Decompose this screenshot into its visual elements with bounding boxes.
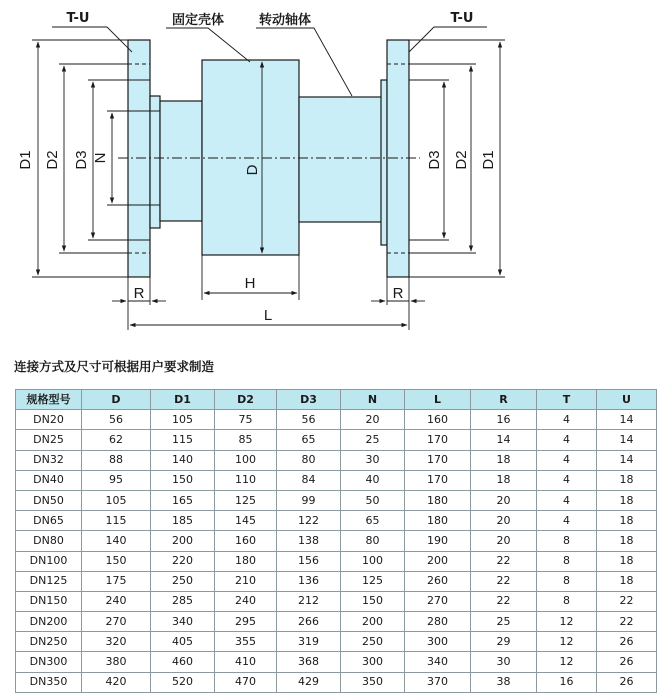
model-cell: DN100 (16, 551, 82, 571)
value-cell: 185 (151, 511, 215, 531)
column-header: D2 (215, 390, 277, 410)
model-cell: DN125 (16, 571, 82, 591)
value-cell: 14 (597, 450, 657, 470)
value-cell: 180 (215, 551, 277, 571)
dim-r-right: R (392, 285, 404, 302)
value-cell: 84 (277, 470, 341, 490)
value-cell: 300 (341, 652, 405, 672)
value-cell: 18 (597, 470, 657, 490)
model-cell: DN250 (16, 632, 82, 652)
value-cell: 410 (215, 652, 277, 672)
rotating-shaft (299, 97, 387, 222)
value-cell: 190 (405, 531, 471, 551)
column-header: R (471, 390, 537, 410)
value-cell: 25 (341, 430, 405, 450)
value-cell: 8 (537, 551, 597, 571)
dim-d1-right: D1 (480, 150, 497, 170)
value-cell: 22 (597, 591, 657, 611)
column-header: N (341, 390, 405, 410)
value-cell: 150 (341, 591, 405, 611)
value-cell: 200 (151, 531, 215, 551)
value-cell: 285 (151, 591, 215, 611)
table-row (16, 511, 657, 531)
value-cell: 140 (82, 531, 151, 551)
model-cell: DN25 (16, 430, 82, 450)
callout-rotating-shaft: 转动轴体 (258, 13, 312, 28)
value-cell: 125 (215, 490, 277, 510)
value-cell: 14 (597, 410, 657, 430)
callout-tu-left: T-U (66, 11, 90, 26)
value-cell: 470 (215, 672, 277, 692)
right-flange (387, 40, 409, 277)
value-cell: 122 (277, 511, 341, 531)
model-cell: DN150 (16, 591, 82, 611)
value-cell: 20 (471, 490, 537, 510)
value-cell: 12 (537, 632, 597, 652)
value-cell: 180 (405, 490, 471, 510)
column-header: 规格型号 (16, 390, 82, 410)
value-cell: 138 (277, 531, 341, 551)
value-cell: 14 (597, 430, 657, 450)
value-cell: 520 (151, 672, 215, 692)
value-cell: 115 (82, 511, 151, 531)
column-header: D3 (277, 390, 341, 410)
dim-d3-right: D3 (426, 150, 443, 170)
value-cell: 38 (471, 672, 537, 692)
value-cell: 136 (277, 571, 341, 591)
dim-d: D (244, 164, 261, 176)
value-cell: 145 (215, 511, 277, 531)
value-cell: 220 (151, 551, 215, 571)
value-cell: 240 (215, 591, 277, 611)
value-cell: 368 (277, 652, 341, 672)
value-cell: 210 (215, 571, 277, 591)
table-row (16, 612, 657, 632)
table-row (16, 531, 657, 551)
value-cell: 30 (471, 652, 537, 672)
value-cell: 26 (597, 672, 657, 692)
value-cell: 75 (215, 410, 277, 430)
right-hub (381, 80, 387, 245)
value-cell: 460 (151, 652, 215, 672)
value-cell: 105 (82, 490, 151, 510)
value-cell: 405 (151, 632, 215, 652)
value-cell: 12 (537, 612, 597, 632)
value-cell: 200 (341, 612, 405, 632)
value-cell: 65 (277, 430, 341, 450)
value-cell: 80 (341, 531, 405, 551)
value-cell: 429 (277, 672, 341, 692)
callout-tu-right: T-U (450, 11, 474, 26)
value-cell: 355 (215, 632, 277, 652)
value-cell: 18 (597, 490, 657, 510)
value-cell: 40 (341, 470, 405, 490)
value-cell: 16 (537, 672, 597, 692)
value-cell: 56 (277, 410, 341, 430)
value-cell: 165 (151, 490, 215, 510)
value-cell: 18 (597, 511, 657, 531)
value-cell: 95 (82, 470, 151, 490)
column-header: D1 (151, 390, 215, 410)
value-cell: 340 (151, 612, 215, 632)
joint-drawing (0, 0, 669, 345)
model-cell: DN80 (16, 531, 82, 551)
model-cell: DN50 (16, 490, 82, 510)
model-cell: DN32 (16, 450, 82, 470)
value-cell: 319 (277, 632, 341, 652)
table-row (16, 632, 657, 652)
callout-fixed-housing: 固定壳体 (171, 13, 225, 28)
table-row (16, 430, 657, 450)
model-cell: DN20 (16, 410, 82, 430)
table-row (16, 551, 657, 571)
value-cell: 350 (341, 672, 405, 692)
value-cell: 16 (471, 410, 537, 430)
model-cell: DN350 (16, 672, 82, 692)
value-cell: 4 (537, 430, 597, 450)
value-cell: 18 (471, 470, 537, 490)
value-cell: 4 (537, 410, 597, 430)
value-cell: 25 (471, 612, 537, 632)
value-cell: 22 (471, 551, 537, 571)
value-cell: 100 (341, 551, 405, 571)
left-flange (128, 40, 150, 277)
value-cell: 8 (537, 531, 597, 551)
joint-body (128, 40, 409, 277)
value-cell: 280 (405, 612, 471, 632)
table-row (16, 591, 657, 611)
value-cell: 26 (597, 632, 657, 652)
value-cell: 150 (82, 551, 151, 571)
spec-table (15, 389, 657, 693)
table-row (16, 490, 657, 510)
value-cell: 22 (471, 571, 537, 591)
table-row (16, 470, 657, 490)
value-cell: 170 (405, 450, 471, 470)
left-pipe (160, 101, 202, 221)
value-cell: 175 (82, 571, 151, 591)
value-cell: 115 (151, 430, 215, 450)
value-cell: 370 (405, 672, 471, 692)
value-cell: 30 (341, 450, 405, 470)
dim-d3-left: D3 (73, 150, 90, 170)
model-cell: DN40 (16, 470, 82, 490)
value-cell: 22 (597, 612, 657, 632)
value-cell: 250 (341, 632, 405, 652)
dim-l: L (263, 307, 273, 324)
value-cell: 260 (405, 571, 471, 591)
dim-d2-right: D2 (453, 150, 470, 170)
value-cell: 50 (341, 490, 405, 510)
value-cell: 266 (277, 612, 341, 632)
model-cell: DN200 (16, 612, 82, 632)
value-cell: 22 (471, 591, 537, 611)
value-cell: 18 (597, 571, 657, 591)
value-cell: 212 (277, 591, 341, 611)
value-cell: 380 (82, 652, 151, 672)
value-cell: 4 (537, 490, 597, 510)
value-cell: 160 (215, 531, 277, 551)
value-cell: 140 (151, 450, 215, 470)
value-cell: 110 (215, 470, 277, 490)
table-row (16, 571, 657, 591)
value-cell: 18 (597, 551, 657, 571)
value-cell: 170 (405, 470, 471, 490)
value-cell: 300 (405, 632, 471, 652)
value-cell: 8 (537, 591, 597, 611)
value-cell: 20 (471, 531, 537, 551)
value-cell: 4 (537, 470, 597, 490)
column-header: D (82, 390, 151, 410)
value-cell: 295 (215, 612, 277, 632)
value-cell: 156 (277, 551, 341, 571)
table-row (16, 410, 657, 430)
table-note: 连接方式及尺寸可根据用户要求制造 (14, 359, 215, 374)
value-cell: 56 (82, 410, 151, 430)
value-cell: 180 (405, 511, 471, 531)
value-cell: 270 (405, 591, 471, 611)
table-header-row (16, 390, 657, 410)
value-cell: 26 (597, 652, 657, 672)
value-cell: 62 (82, 430, 151, 450)
table-row (16, 450, 657, 470)
value-cell: 240 (82, 591, 151, 611)
value-cell: 18 (597, 531, 657, 551)
value-cell: 8 (537, 571, 597, 591)
dim-r-left: R (133, 285, 145, 302)
value-cell: 270 (82, 612, 151, 632)
table-row (16, 652, 657, 672)
value-cell: 100 (215, 450, 277, 470)
value-cell: 420 (82, 672, 151, 692)
value-cell: 65 (341, 511, 405, 531)
value-cell: 250 (151, 571, 215, 591)
value-cell: 160 (405, 410, 471, 430)
value-cell: 105 (151, 410, 215, 430)
value-cell: 12 (537, 652, 597, 672)
column-header: U (597, 390, 657, 410)
value-cell: 20 (341, 410, 405, 430)
dim-d2-left: D2 (44, 150, 61, 170)
fixed-housing (202, 60, 299, 255)
value-cell: 88 (82, 450, 151, 470)
column-header: T (537, 390, 597, 410)
value-cell: 29 (471, 632, 537, 652)
value-cell: 340 (405, 652, 471, 672)
left-hub (150, 96, 160, 228)
value-cell: 14 (471, 430, 537, 450)
column-header: L (405, 390, 471, 410)
value-cell: 18 (471, 450, 537, 470)
value-cell: 150 (151, 470, 215, 490)
model-cell: DN300 (16, 652, 82, 672)
value-cell: 4 (537, 511, 597, 531)
dim-n: N (92, 152, 109, 164)
value-cell: 20 (471, 511, 537, 531)
table-row (16, 672, 657, 692)
value-cell: 80 (277, 450, 341, 470)
value-cell: 85 (215, 430, 277, 450)
value-cell: 170 (405, 430, 471, 450)
value-cell: 99 (277, 490, 341, 510)
dim-d1-left: D1 (17, 150, 34, 170)
value-cell: 4 (537, 450, 597, 470)
value-cell: 125 (341, 571, 405, 591)
dim-h: H (244, 275, 256, 292)
value-cell: 320 (82, 632, 151, 652)
model-cell: DN65 (16, 511, 82, 531)
value-cell: 200 (405, 551, 471, 571)
